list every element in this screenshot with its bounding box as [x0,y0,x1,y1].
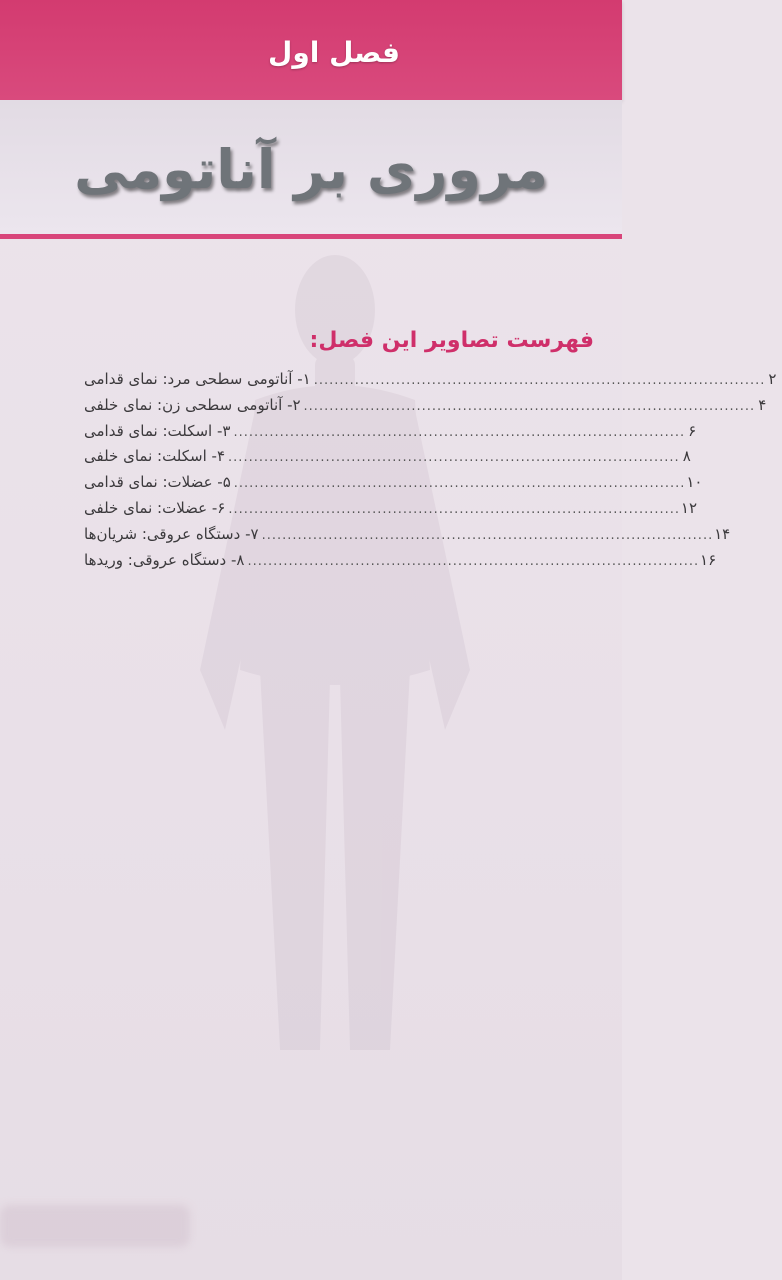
toc-item-label: ۱- آناتومی سطحی مرد: نمای قدامی [84,370,311,388]
toc-item-label: ۲- آناتومی سطحی زن: نمای خلفی [84,395,301,414]
toc-item-label: ۵- عضلات: نمای قدامی [84,473,231,492]
toc-leader-dots: ........................................................................................ [228,450,680,466]
toc-item-label: ۶- عضلات: نمای خلفی [84,498,226,517]
chapter-header-band [0,0,622,100]
toc-item-page: ۱۲ [680,498,698,517]
chapter-label: فصل اول [268,36,400,69]
toc-item-page: ۱۰ [686,473,703,492]
chapter-title: مروری بر آناتومی [74,138,548,201]
toc-leader-dots: ........................................................................................ [247,553,700,569]
divider-rule [0,234,622,239]
toc-leader-dots: ........................................................................................ [233,424,686,440]
toc-item-label: ۴- اسکلت: نمای خلفی [84,447,226,466]
toc-item-page: ۱۴ [714,524,731,543]
toc-item [84,550,717,577]
toc-leader-dots: ........................................................................................ [313,373,766,388]
toc-leader-dots: ........................................................................................ [261,527,714,543]
toc-item-page: ۱۶ [700,550,717,569]
toc-item-label: ۳- اسکلت: نمای قدامی [84,421,231,440]
toc-item [84,370,777,396]
toc-item-label: ۸- دستگاه عروقی: وریدها [84,550,245,569]
toc-item-page: ۴ [758,395,767,414]
page-smudge [0,1205,190,1247]
toc-item [84,395,767,422]
toc-item [84,498,698,525]
toc-heading: فهرست تصاویر این فصل: [309,328,594,353]
toc-leader-dots: ........................................................................................ [303,398,756,414]
toc-list [84,370,777,576]
toc-item [84,421,697,448]
toc-item-page: ۶ [688,421,697,440]
toc-item [84,447,691,473]
toc-item-page: ۸ [682,447,691,466]
toc-item [84,524,731,551]
toc-leader-dots: ........................................................................................ [228,501,681,517]
toc-item-page: ۲ [768,370,777,388]
toc-item [84,473,703,499]
toc-leader-dots: ........................................................................................ [233,476,686,492]
toc-item-label: ۷- دستگاه عروقی: شریان‌ها [84,524,259,543]
